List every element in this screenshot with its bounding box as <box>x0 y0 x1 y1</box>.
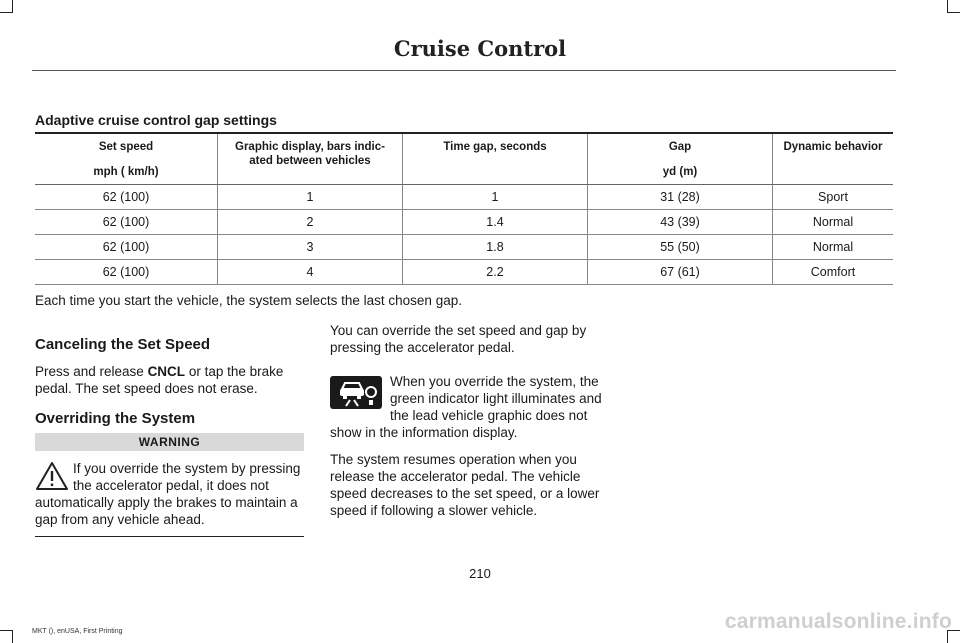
table-cell: Sport <box>773 185 894 210</box>
column-label: Graphic display, bars indic-ated between vehicles <box>235 141 385 167</box>
warning-triangle-icon <box>35 461 69 491</box>
table-row <box>35 185 893 210</box>
column-header <box>403 133 588 185</box>
watermark: carmanualsonline.info <box>724 610 952 633</box>
table-cell: Normal <box>773 210 894 235</box>
resume-paragraph: The system resumes operation when you release the accelerator pedal. The vehicle speed decreases to the set speed, or a lower speed if following a slower vehicle. <box>330 452 600 518</box>
warning-body <box>35 460 304 537</box>
table-cell: 1.8 <box>403 235 588 260</box>
column-header <box>35 133 218 185</box>
column-label: Set speed <box>98 141 154 153</box>
column-header <box>218 133 403 185</box>
adaptive-cruise-indicator-icon <box>330 376 382 409</box>
table-cell: 67 (61) <box>588 260 773 285</box>
canceling-text-part: Press and release <box>35 364 148 379</box>
warning-label: WARNING <box>35 433 304 451</box>
override-indicator-block <box>330 373 602 441</box>
warning-box <box>35 433 304 537</box>
table-row <box>35 235 893 260</box>
crop-mark <box>12 630 13 643</box>
crop-mark <box>0 630 12 631</box>
column-unit: yd (m) <box>662 166 698 178</box>
overriding-heading: Overriding the System <box>35 410 196 427</box>
table-row <box>35 210 893 235</box>
override-indicator-text: When you override the system, the green indicator light illuminates and the lead vehicle graphic does not show in the information display. <box>330 374 602 440</box>
table-row <box>35 260 893 285</box>
table-cell: 62 (100) <box>35 185 218 210</box>
crop-mark <box>12 0 13 13</box>
canceling-text <box>35 363 305 397</box>
warning-text: If you override the system by pressing the accelerator pedal, it does not automatically apply the brakes to maintain a gap from any vehicle ahead. <box>35 461 301 527</box>
table-cell: 2.2 <box>403 260 588 285</box>
column-label: Gap <box>668 141 692 153</box>
page-number: 210 <box>469 566 491 581</box>
table-cell: 55 (50) <box>588 235 773 260</box>
table-cell: 62 (100) <box>35 235 218 260</box>
column-label: Dynamic behavior <box>783 141 883 153</box>
table-cell: 31 (28) <box>588 185 773 210</box>
table-cell: 1 <box>218 185 403 210</box>
column-unit: mph ( km/h) <box>93 166 159 178</box>
table-header-row <box>35 133 893 185</box>
table-cell: 3 <box>218 235 403 260</box>
table-heading: Adaptive cruise control gap settings <box>35 112 277 128</box>
page-title: Cruise Control <box>393 36 567 61</box>
canceling-text-part: or tap the brake pedal. The set speed does not erase. <box>35 364 284 396</box>
crop-mark <box>0 12 12 13</box>
column-label: Time gap, seconds <box>443 141 547 153</box>
title-divider <box>32 70 896 71</box>
cncl-keyword: CNCL <box>147 364 186 379</box>
column-header <box>773 133 894 185</box>
table-cell: 1 <box>403 185 588 210</box>
table-cell: 4 <box>218 260 403 285</box>
table-cell: Comfort <box>773 260 894 285</box>
crop-mark <box>947 0 948 13</box>
left-column <box>35 336 305 427</box>
gap-settings-table <box>35 132 893 285</box>
table-cell: 1.4 <box>403 210 588 235</box>
crop-mark <box>948 12 960 13</box>
footer-printing: MKT (), enUSA, First Printing <box>32 628 123 635</box>
gap-note: Each time you start the vehicle, the system selects the last chosen gap. <box>35 293 462 308</box>
middle-column <box>330 322 602 519</box>
table-cell: 2 <box>218 210 403 235</box>
column-header <box>588 133 773 185</box>
canceling-heading: Canceling the Set Speed <box>35 336 211 353</box>
table-cell: 43 (39) <box>588 210 773 235</box>
override-paragraph: You can override the set speed and gap by pressing the accelerator pedal. <box>330 323 587 355</box>
table-cell: Normal <box>773 235 894 260</box>
table-cell: 62 (100) <box>35 260 218 285</box>
table-cell: 62 (100) <box>35 210 218 235</box>
